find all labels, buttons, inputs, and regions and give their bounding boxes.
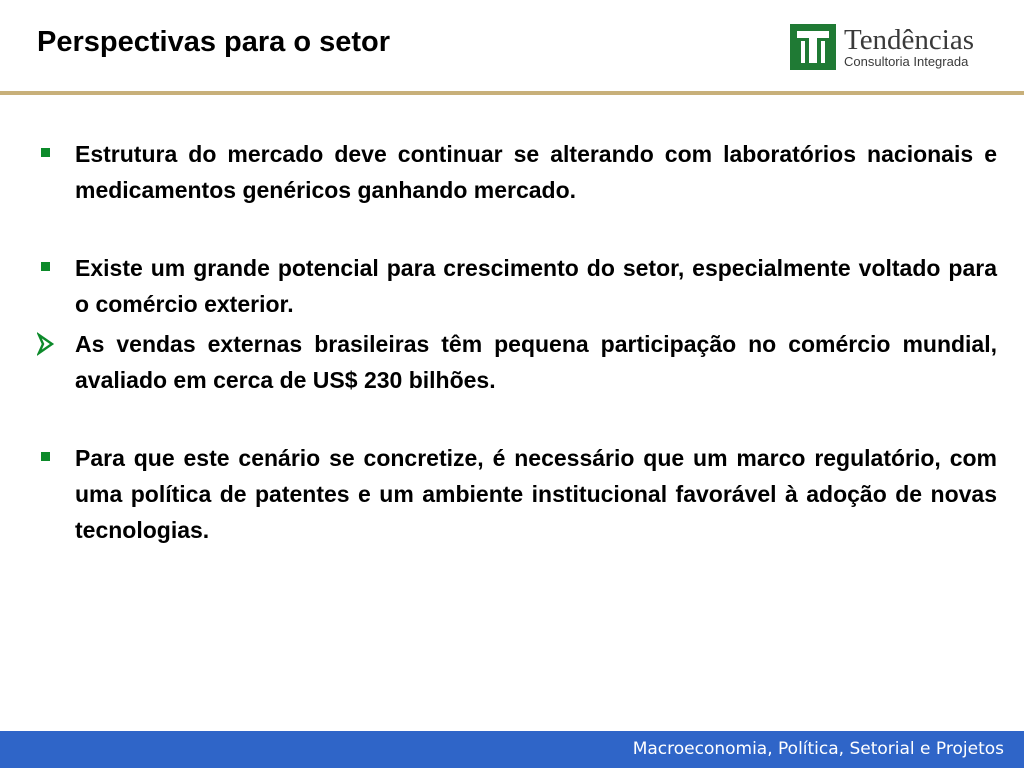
arrow-bullet-icon xyxy=(37,332,55,356)
square-bullet-icon xyxy=(41,452,50,461)
footer-bar xyxy=(0,731,1024,768)
logo-t-icon xyxy=(790,24,836,70)
bullet-text: Para que este cenário se concretize, é necessário que um marco regulatório, com uma política de patentes e um ambiente institucional favorável à adoção de novas tecnologias. xyxy=(75,445,997,543)
company-logo xyxy=(790,24,974,70)
logo-subtitle: Consultoria Integrada xyxy=(844,53,969,69)
bullet-text: Estrutura do mercado deve continuar se alterando com laboratórios nacionais e medicamentos genéricos ganhando mercado. xyxy=(75,141,997,203)
square-bullet-icon xyxy=(41,148,50,157)
bullet-item xyxy=(37,326,997,398)
logo-name: Tendências xyxy=(844,23,975,56)
bullet-item xyxy=(37,136,997,208)
slide-title: Perspectivas para o setor xyxy=(37,26,391,58)
logo-text xyxy=(844,23,975,69)
bullet-item xyxy=(37,440,997,548)
footer-text: Macroeconomia, Política, Setorial e Projetos xyxy=(632,739,1004,759)
bullet-item xyxy=(37,250,997,322)
bullet-text: As vendas externas brasileiras têm pequena participação no comércio mundial, avaliado em cerca de US$ 230 bilhões. xyxy=(75,331,997,393)
bullet-text: Existe um grande potencial para crescimento do setor, especialmente voltado para o comércio exterior. xyxy=(75,255,997,317)
bullet-list xyxy=(37,136,997,548)
square-bullet-icon xyxy=(41,262,50,271)
header-divider xyxy=(0,91,1024,95)
